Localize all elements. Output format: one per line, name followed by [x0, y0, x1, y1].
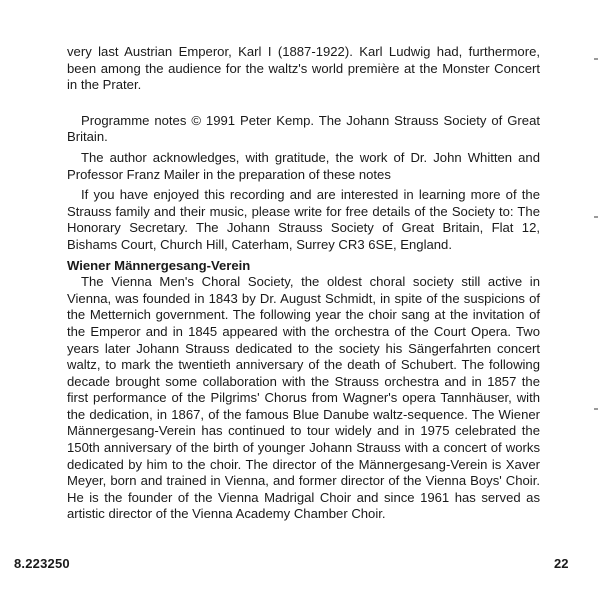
paragraph-acknowledgement: The author acknowledges, with gratitude, the work of Dr. John Whitten and Professor Franz Mailer in the preparation of these notes [67, 149, 540, 182]
paragraph-emperor-karl: very last Austrian Emperor, Karl I (1887-1922). Karl Ludwig had, furthermore, been among the audience for the waltz's world première at the Monster Concert in the Prater. [67, 44, 540, 93]
page-number: 22 [554, 556, 569, 571]
page-content [67, 44, 540, 523]
catalogue-number: 8.223250 [14, 556, 70, 571]
edge-mark [594, 58, 598, 60]
edge-mark [594, 408, 598, 410]
paragraph-programme-notes: Programme notes © 1991 Peter Kemp. The Johann Strauss Society of Great Britain. [67, 112, 540, 145]
edge-mark [594, 216, 598, 218]
paragraph-choral-society: The Vienna Men's Choral Society, the oldest choral society still active in Vienna, was founded in 1843 by Dr. August Schmidt, in spite of the suspicions of the Metternich government. The following year the choir sang at the invitation of the Emperor and in 1845 appeared with the orchestra of the Court Opera. Two years later Johann Strauss dedicated to the society his Sängerfahrten concert waltz, to mark the twentieth anniversary of the death of Schubert. The following decade brought some collaboration with the Strauss orchestra and in 1857 the first performance of the Pilgrims' Chorus from Wagner's opera Tannhäuser, with the dedication, in 1867, of the famous Blue Danube waltz-sequence. The Wiener Männergesang-Verein has continued to tour widely and in 1975 celebrated the 150th anniversary of the birth of younger Johann Strauss with a concert of works dedicated by him to the choir. The director of the Männergesang-Verein is Xaver Meyer, born and trained in Vienna, and former director of the Vienna Boys' Choir. He is the founder of the Vienna Madrigal Choir and since 1961 has served as artistic director of the Vienna Academy Chamber Choir. [67, 274, 540, 522]
paragraph-society-contact: If you have enjoyed this recording and are interested in learning more of the Strauss family and their music, please write for free details of the Society to: The Honorary Secretary. The Johann Strauss Society of Great Britain, Flat 12, Bishams Court, Church Hill, Caterham, Surrey CR3 6SE, England. [67, 187, 540, 252]
section-heading: Wiener Männergesang-Verein [67, 257, 251, 273]
